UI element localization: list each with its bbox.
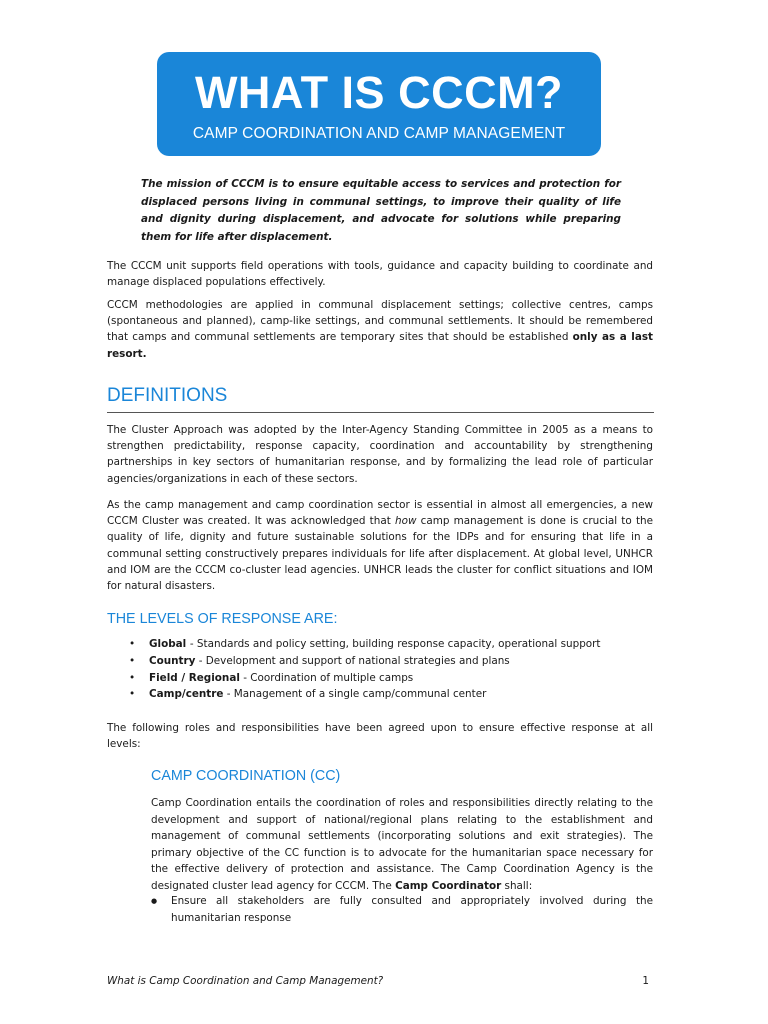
page-footer — [107, 975, 653, 987]
camp-coordination-text-a: Camp Coordination entails the coordination of roles and responsibilities directly relating to the development and support of national/regional plans relating to the establishment and management of communal settlements (incorporating solutions and exit strategies). The primary objective of the CC function is to advocate for the humanitarian space necessary for the effective delivery of protection and assistance. The Camp Coordination Agency is the designated cluster lead agency for CCCM. The — [151, 797, 653, 892]
definitions-heading: DEFINITIONS — [107, 385, 654, 413]
level-term: Field / Regional — [149, 671, 240, 684]
level-description: - Development and support of national strategies and plans — [195, 654, 510, 667]
mission-statement: The mission of CCCM is to ensure equitable access to services and protection for displaced persons living in communal settings, to improve their quality of life and dignity during displacement, and advocate for solutions while preparing them for life after displacement. — [141, 178, 621, 243]
levels-list — [107, 636, 653, 703]
definitions-paragraph-2 — [107, 497, 653, 594]
level-description: - Standards and policy setting, building response capacity, operational support — [189, 638, 601, 650]
footer-title: What is Camp Coordination and Camp Management? — [107, 975, 384, 987]
camp-coordinator-duties-list — [151, 893, 653, 926]
camp-coordination-text-b: shall: — [501, 879, 533, 892]
intro-paragraph-1: The CCCM unit supports field operations with tools, guidance and capacity building to coordinate and manage displaced populations effectively. — [107, 260, 653, 289]
page-subtitle: CAMP COORDINATION AND CAMP MANAGEMENT — [192, 125, 566, 142]
list-item: ● Ensure all stakeholders are fully consulted and appropriately involved during the humanitarian response — [151, 893, 653, 926]
intro-paragraph-2-emphasis: only as a last resort. — [107, 331, 653, 360]
definitions-paragraph-2-italic: how — [395, 515, 417, 528]
definitions-paragraph-1: The Cluster Approach was adopted by the Inter-Agency Standing Committee in 2005 as a means to strengthen predictability, response capacity, coordination and accountability by strengthening partnerships in key sectors of humanitarian response, and by formalizing the lead role of particular agencies/organizations in each of these sectors. — [107, 424, 653, 485]
level-term: Country — [149, 654, 196, 667]
camp-coordination-paragraph — [151, 795, 653, 895]
title-banner — [157, 52, 601, 156]
intro-paragraph-2-text: CCCM methodologies are applied in communal displacement settings; collective centres, camps (spontaneous and planned), camp-like settings, and communal settlements. It should be remembered that camps and communal settlements are temporary sites that should be established — [107, 299, 653, 344]
level-term: Camp/centre — [149, 688, 224, 701]
list-item — [107, 653, 653, 670]
page-title: WHAT IS CCCM? — [194, 67, 564, 118]
camp-coordination-heading: CAMP COORDINATION (CC) — [151, 768, 341, 784]
camp-coordinator-term: Camp Coordinator — [395, 879, 502, 892]
levels-heading: THE LEVELS OF RESPONSE ARE: — [107, 611, 338, 627]
levels-followup-paragraph: The following roles and responsibilities have been agreed upon to ensure effective response at all levels: — [107, 722, 653, 751]
page-number: 1 — [642, 975, 649, 987]
definitions-paragraph-2-text-a: As the camp management and camp coordination sector is essential in almost all emergencies, a new CCCM Cluster was created. It was acknowledged that — [107, 499, 653, 528]
intro-paragraph-2 — [107, 297, 653, 362]
level-description: - Coordination of multiple camps — [239, 671, 414, 684]
list-item — [107, 670, 653, 687]
definitions-paragraph-2-text-b: camp management is done is crucial to the quality of life, dignity and future sustainable solutions for the IDPs and for ensuring that life in a communal setting constructively prepares individuals for life after displacement. At global level, UNHCR and IOM are the CCCM co-cluster lead agencies. UNHCR leads the cluster for conflict situations and IOM for natural disasters. — [107, 515, 653, 593]
list-item — [107, 636, 653, 653]
level-term: Global — [149, 638, 190, 650]
list-item — [107, 686, 653, 703]
level-description: - Management of a single camp/communal center — [223, 688, 487, 701]
